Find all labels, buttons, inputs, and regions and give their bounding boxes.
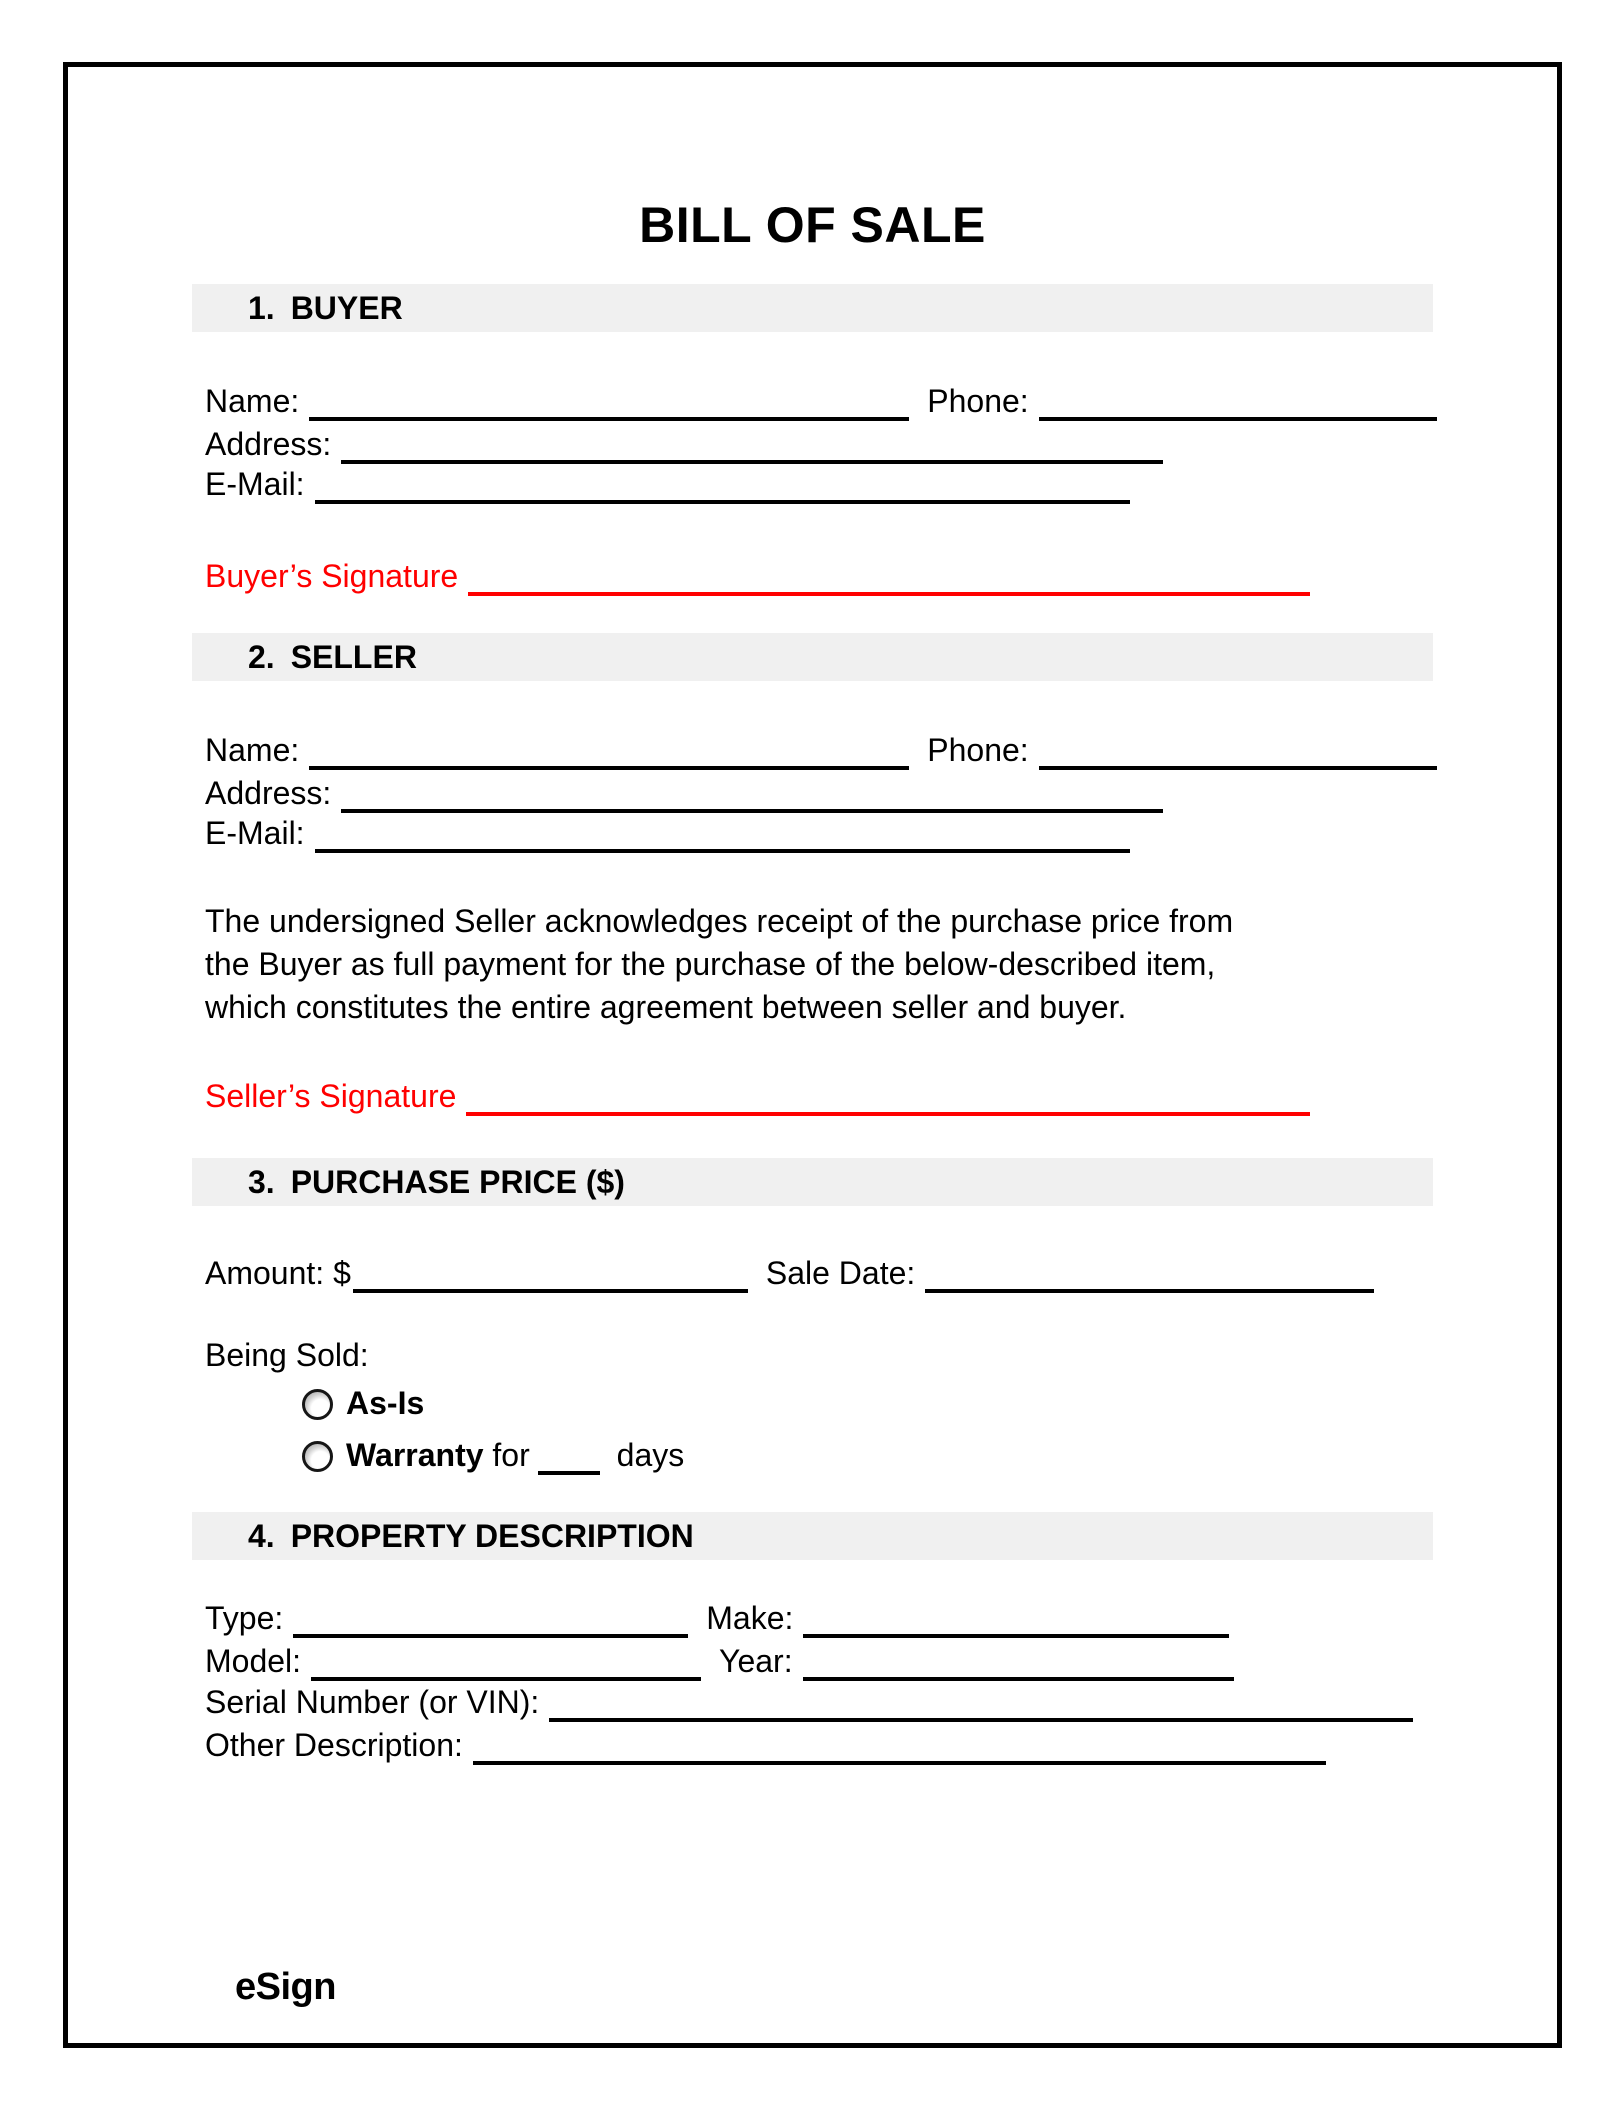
seller-name-field[interactable] — [309, 732, 909, 770]
seller-address-field[interactable] — [341, 775, 1163, 813]
amount-field[interactable] — [353, 1255, 748, 1293]
seller-phone-field[interactable] — [1039, 732, 1437, 770]
section-number: 3. — [248, 1163, 275, 1200]
paragraph-line: the Buyer as full payment for the purchase of the below-described item, — [205, 946, 1216, 982]
buyer-name-field[interactable] — [309, 383, 909, 421]
seller-name-label: Name: — [205, 732, 300, 768]
year-label: Year: — [719, 1643, 793, 1679]
section-header-property-description — [192, 1512, 1433, 1560]
seller-signature-row — [205, 1076, 1310, 1116]
section-header-seller — [192, 633, 1433, 681]
buyer-email-field[interactable] — [315, 466, 1130, 504]
type-make-row — [205, 1598, 1229, 1638]
being-sold-row — [205, 1335, 605, 1375]
type-field[interactable] — [293, 1600, 688, 1638]
amount-label: Amount: $ — [205, 1255, 351, 1291]
serial-number-label: Serial Number (or VIN): — [205, 1684, 540, 1720]
bill-of-sale-page — [63, 62, 1562, 2048]
serial-number-row — [205, 1682, 1413, 1722]
other-description-label: Other Description: — [205, 1727, 463, 1763]
serial-number-field[interactable] — [549, 1684, 1413, 1722]
as-is-option-label: As-Is — [346, 1385, 425, 1421]
seller-phone-label: Phone: — [927, 732, 1029, 768]
section-heading: PROPERTY DESCRIPTION — [290, 1517, 694, 1554]
seller-acknowledgement-paragraph — [205, 900, 1233, 1029]
type-label: Type: — [205, 1600, 284, 1636]
warranty-for-label: for — [483, 1437, 530, 1473]
section-number: 2. — [248, 638, 275, 675]
amount-sale-date-row — [205, 1253, 1374, 1293]
paragraph-line: The undersigned Seller acknowledges receipt of the purchase price from — [205, 903, 1234, 939]
section-heading: SELLER — [290, 638, 417, 675]
seller-email-field[interactable] — [315, 815, 1130, 853]
seller-signature-label: Seller’s Signature — [205, 1078, 457, 1114]
buyer-name-phone-row — [205, 381, 1437, 421]
section-number: 1. — [248, 289, 275, 326]
seller-name-phone-row — [205, 730, 1437, 770]
section-header-purchase-price — [192, 1158, 1433, 1206]
buyer-signature-field[interactable] — [468, 558, 1310, 596]
paragraph-line: which constitutes the entire agreement between seller and buyer. — [205, 989, 1127, 1025]
section-number: 4. — [248, 1517, 275, 1554]
buyer-phone-label: Phone: — [927, 383, 1029, 419]
buyer-signature-row — [205, 556, 1310, 596]
buyer-signature-label: Buyer’s Signature — [205, 558, 459, 594]
buyer-email-label: E-Mail: — [205, 466, 305, 502]
year-field[interactable] — [803, 1643, 1234, 1681]
model-label: Model: — [205, 1643, 302, 1679]
section-heading: PURCHASE PRICE ($) — [290, 1163, 625, 1200]
buyer-email-row — [205, 464, 1130, 504]
other-description-field[interactable] — [473, 1727, 1326, 1765]
buyer-address-label: Address: — [205, 426, 332, 462]
seller-address-label: Address: — [205, 775, 332, 811]
warranty-option-row — [302, 1435, 684, 1475]
buyer-address-field[interactable] — [341, 426, 1163, 464]
seller-email-row — [205, 813, 1130, 853]
buyer-address-row — [205, 424, 1163, 464]
warranty-days-field[interactable] — [538, 1441, 600, 1475]
buyer-phone-field[interactable] — [1039, 383, 1437, 421]
sale-date-label: Sale Date: — [765, 1255, 916, 1291]
section-header-buyer — [192, 284, 1433, 332]
seller-email-label: E-Mail: — [205, 815, 305, 851]
model-year-row — [205, 1641, 1234, 1681]
sale-date-field[interactable] — [925, 1255, 1374, 1293]
page-title: BILL OF SALE — [639, 197, 986, 253]
model-field[interactable] — [311, 1643, 701, 1681]
make-field[interactable] — [803, 1600, 1229, 1638]
esign-logo: eSign — [235, 1966, 336, 2008]
as-is-option-row — [302, 1383, 424, 1423]
seller-signature-field[interactable] — [466, 1078, 1310, 1116]
warranty-days-label: days — [607, 1437, 685, 1473]
being-sold-label: Being Sold: — [205, 1337, 369, 1373]
warranty-option-label: Warranty — [346, 1437, 484, 1473]
make-label: Make: — [706, 1600, 794, 1636]
seller-address-row — [205, 773, 1163, 813]
warranty-radio-button[interactable] — [302, 1441, 333, 1472]
buyer-name-label: Name: — [205, 383, 300, 419]
as-is-radio-button[interactable] — [302, 1389, 333, 1420]
section-heading: BUYER — [290, 289, 403, 326]
other-description-row — [205, 1725, 1326, 1765]
